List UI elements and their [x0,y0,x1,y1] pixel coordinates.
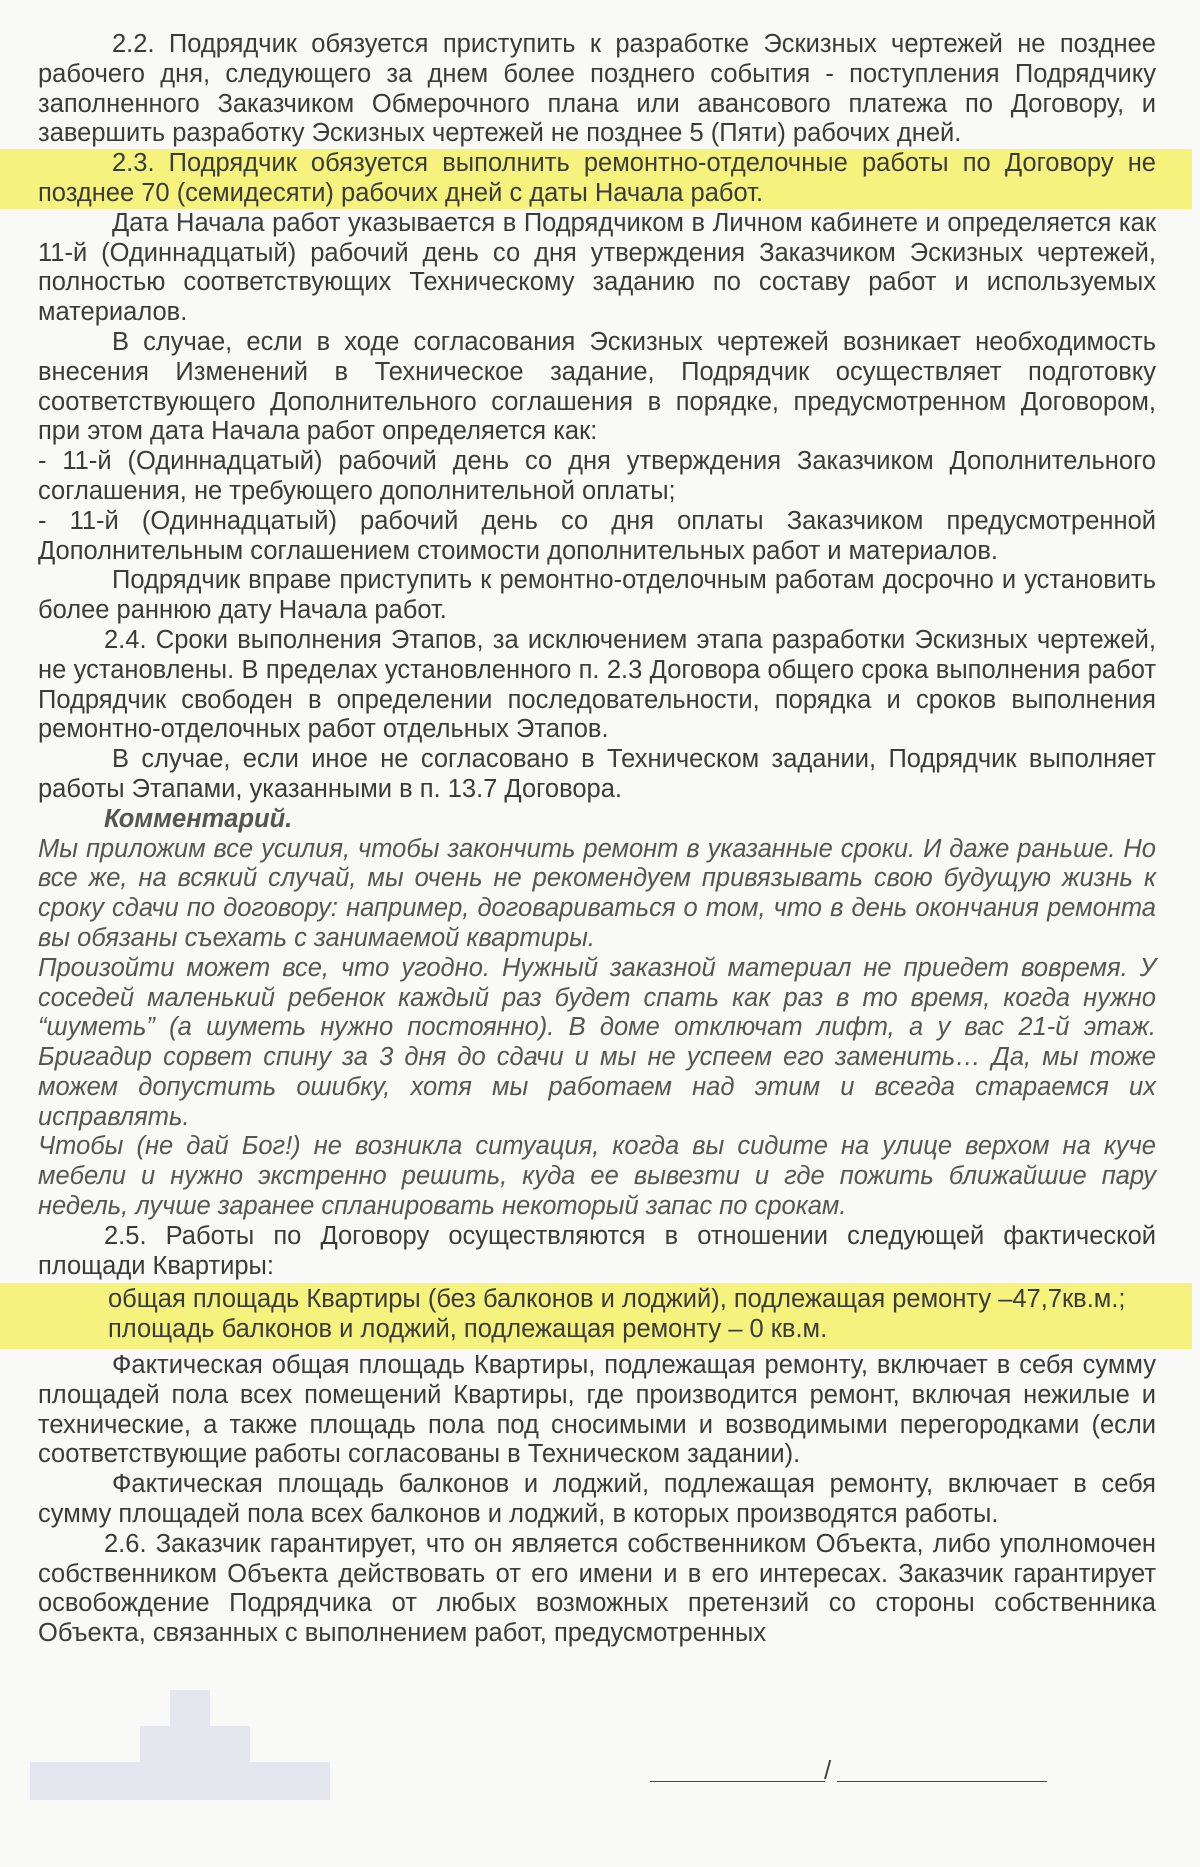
signature-field [650,1752,1050,1786]
clause-2-5: 2.5. Работы по Договору осуществляются в отношении следующей фактической площади Квартиры: [38,1221,1156,1280]
contract-text [38,30,1156,1649]
changes-paragraph: В случае, если в ходе согласования Эскизных чертежей возникает необходимость внесения Изменений в Техническое задание, Подрядчик осуществляет подготовку соответствующего Дополнительного соглашения в порядке, предусмотренном Договором, при этом дата Начала работ определяется как: [38,327,1156,446]
comment-title: Комментарий. [104,804,293,833]
dash-item-1: - 11-й (Одиннадцатый) рабочий день со дня утверждения Заказчиком Дополнительного соглашения, не требующего дополнительной оплаты; [38,447,1156,505]
dash-item-2: - 11-й (Одиннадцатый) рабочий день со дня оплаты Заказчиком предусмотренной Дополнительным соглашением стоимости дополнительных работ и материалов. [38,506,1156,565]
area-highlight-block [0,1283,1192,1349]
comment-paragraph-1: Мы приложим все усилия, чтобы закончить ремонт в указанные сроки. И даже раньше. Но все же, на всякий случай, мы очень не рекомендуем привязывать свою будущую жизнь к сроку сдачи по договору: например, договариваться о том, что в день окончания ремонта вы обязаны съехать с занимаемой квартиры. [38,834,1156,952]
stages-paragraph: В случае, если иное не согласовано в Техническом задании, Подрядчик выполняет работы Этапами, указанными в п. 13.7 Договора. [38,745,1156,803]
clause-2-2: 2.2. Подрядчик обязуется приступить к разработке Эскизных чертежей не позднее рабочего дня, следующего за днем более позднего события - поступления Подрядчику заполненного Заказчиком Обмерочного плана или авансового платежа по Договору, и завершить разработку Эскизных чертежей не позднее 5 (Пяти) рабочих дней. [38,30,1156,148]
early-start-paragraph: Подрядчик вправе приступить к ремонтно-отделочным работам досрочно и установить более раннюю дату Начала работ. [38,566,1156,625]
balcony-area-paragraph: Фактическая площадь балконов и лоджий, подлежащая ремонту, включает в себя сумму площадей пола всех балконов и лоджий, в которых производятся работы. [38,1470,1156,1529]
signature-line-right [837,1781,1047,1782]
area-total-line: общая площадь Квартиры (без балконов и лоджий), подлежащая ремонту –47,7кв.м.; [108,1285,1126,1314]
clause-2-4: 2.4. Сроки выполнения Этапов, за исключением этапа разработки Эскизных чертежей, не установлены. В пределах установленного п. 2.3 Договора общего срока выполнения работ Подрядчик свободен в определении последовательности, порядка и сроков выполнения ремонтно-отделочных работ отдельных Этапов. [38,625,1156,744]
comment-paragraph-3: Чтобы (не дай Бог!) не возникла ситуация, когда вы сидите на улице верхом на куче мебели и нужно экстренно решить, куда ее вывезти и где пожить ближайшие пару недель, лучше заранее спланировать некоторый запас по срокам. [38,1132,1156,1221]
start-date-paragraph: Дата Начала работ указывается в Подрядчиком в Личном кабинете и определяется как 11-й (Одиннадцатый) рабочий день со дня утверждения Заказчиком Эскизных чертежей, полностью соответствующих Техническому заданию по составу работ и используемых материалов. [38,208,1156,327]
area-balcony-line: площадь балконов и лоджий, подлежащая ремонту – 0 кв.м. [108,1315,828,1344]
blurred-stamp [30,1690,390,1800]
clause-2-3-highlighted: 2.3. Подрядчик обязуется выполнить ремонтно-отделочные работы по Договору не позднее 70 (семидесяти) рабочих дней с даты Начала работ. [0,149,1192,209]
total-area-paragraph: Фактическая общая площадь Квартиры, подлежащая ремонту, включает в себя сумму площадей пола всех помещений Квартиры, где производится ремонт, включая нежилые и технические, а также площадь пола под сносимыми и возводимыми перегородками (если соответствующие работы согласованы в Техническом задании). [38,1351,1156,1469]
signature-line-left [650,1781,825,1782]
clause-2-6: 2.6. Заказчик гарантирует, что он является собственником Объекта, либо уполномочен собственником Объекта действовать от его имени и в его интересах. Заказчик гарантирует освобождение Подрядчика от любых возможных претензий со стороны собственника Объекта, связанных с выполнением работ, предусмотренных [38,1529,1156,1648]
signature-separator: / [824,1755,832,1785]
comment-paragraph-2: Произойти может все, что угодно. Нужный заказной материал не приедет вовремя. У соседей маленький ребенок каждый раз будет спать как раз в то время, когда нужно “шуметь” (а шуметь нужно постоянно). В доме отключат лифт, а у вас 21-й этаж. Бригадир сорвет спину за 3 дня до сдачи и мы не успеем его заменить… Да, мы тоже можем допустить ошибку, хотя мы работаем над этим и всегда стараемся их исправлять. [38,953,1156,1131]
